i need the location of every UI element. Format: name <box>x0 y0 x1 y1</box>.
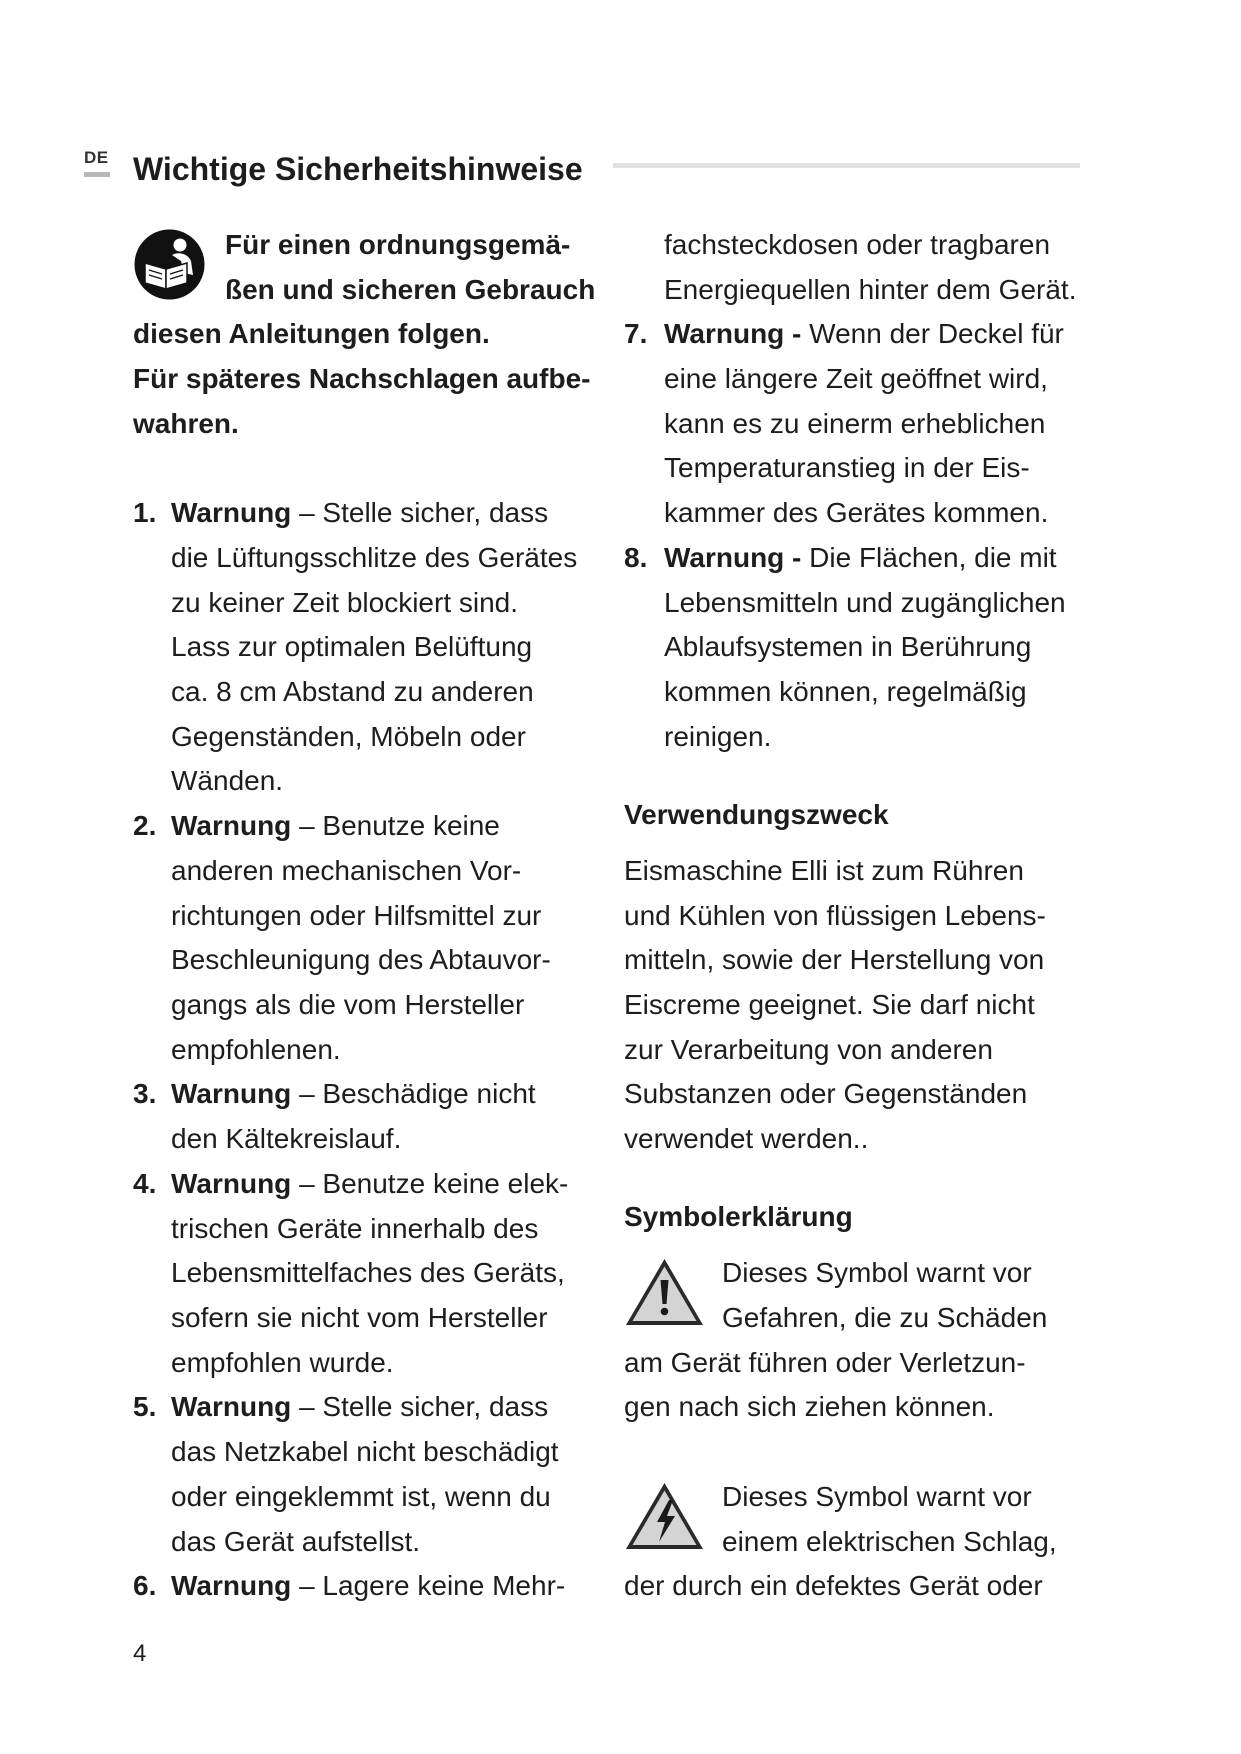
warning-number: 2. <box>133 810 157 842</box>
warning-line: sofern sie nicht vom Hersteller <box>171 1302 548 1334</box>
page-title: Wichtige Sicherheitshinweise <box>133 151 583 187</box>
warning-item-5 <box>133 1385 593 1564</box>
warning-label: Warnung - <box>664 318 802 350</box>
warning-line: Beschleunigung des Abtauvor- <box>171 944 551 976</box>
warning-line: kann es zu einerm erheblichen <box>664 407 1046 439</box>
warning-item-3 <box>133 1072 593 1161</box>
intended-use-line: Substanzen oder Gegenständen <box>624 1078 1028 1110</box>
warning-line: kommen können, regelmäßig <box>664 675 1027 707</box>
warning-line: Lebensmittelfaches des Geräts, <box>171 1257 565 1289</box>
warning-text: – Benutze keine elek- <box>299 1167 569 1199</box>
intro-line: diesen Anleitungen folgen. <box>133 318 490 350</box>
warning-line: richtungen oder Hilfsmittel zur <box>171 899 542 931</box>
warning-line: Lebensmitteln und zugänglichen <box>664 586 1066 618</box>
warning-line: das Netzkabel nicht beschädigt <box>171 1436 559 1468</box>
page-number: 4 <box>133 1640 147 1667</box>
warning-item-7 <box>624 312 1104 536</box>
symbol-description-line: einem elektrischen Schlag, <box>722 1525 1057 1557</box>
warning-line: Energiequellen hinter dem Gerät. <box>664 273 1077 305</box>
warning-line: den Kältekreislauf. <box>171 1123 402 1155</box>
warning-text: – Beschädige nicht <box>299 1078 536 1110</box>
warning-text: – Stelle sicher, dass <box>299 1391 549 1423</box>
warning-first-line <box>624 536 1104 581</box>
intro-line: ßen und sicheren Gebrauch <box>225 273 596 305</box>
warning-line: Temperaturanstieg in der Eis- <box>664 452 1030 484</box>
intended-use-line: zur Verarbeitung von anderen <box>624 1033 993 1065</box>
warning-line: empfohlen wurde. <box>171 1346 394 1378</box>
warning-first-line <box>624 312 1104 357</box>
warning-line: empfohlenen. <box>171 1033 341 1065</box>
symbol-description-line: Gefahren, die zu Schäden <box>722 1302 1048 1334</box>
symbol-description-line: gen nach sich ziehen können. <box>624 1391 995 1423</box>
warning-item-6 <box>133 1564 593 1609</box>
language-tag-bar <box>84 172 110 177</box>
warning-line: ca. 8 cm Abstand zu anderen <box>171 675 534 707</box>
title-rule <box>613 163 1080 168</box>
warning-line: Lass zur optimalen Belüftung <box>171 631 533 663</box>
warning-item-6-continued <box>624 223 1104 312</box>
intended-use-heading: Verwendungszweck <box>624 798 889 830</box>
warning-number: 8. <box>624 541 648 573</box>
symbol-description-line: Dieses Symbol warnt vor <box>722 1257 1032 1289</box>
warning-first-line <box>133 1162 593 1207</box>
warning-text: – Stelle sicher, dass <box>299 497 549 529</box>
warning-first-line <box>133 1564 593 1609</box>
symbol-description-line: am Gerät führen oder Verletzun- <box>624 1346 1026 1378</box>
warning-line: fachsteckdosen oder tragbaren <box>664 228 1051 260</box>
intended-use-line: verwendet werden.. <box>624 1123 869 1155</box>
warning-label: Warnung <box>171 497 292 529</box>
intended-use-line: und Kühlen von flüssigen Lebens- <box>624 899 1046 931</box>
warning-text: – Lagere keine Mehr- <box>299 1570 566 1602</box>
read-manual-icon <box>133 228 206 301</box>
warning-text: – Benutze keine <box>299 810 500 842</box>
symbols-heading: Symbolerklärung <box>624 1201 853 1233</box>
warning-line: oder eingeklemmt ist, wenn du <box>171 1480 551 1512</box>
warning-item-4 <box>133 1162 593 1386</box>
warning-first-line <box>133 491 593 536</box>
warning-number: 7. <box>624 318 648 350</box>
warning-label: Warnung <box>171 810 292 842</box>
electric-shock-warning-icon <box>624 1481 705 1551</box>
warning-item-1 <box>133 491 593 804</box>
warning-line: trischen Geräte innerhalb des <box>171 1212 539 1244</box>
warning-number: 1. <box>133 497 157 529</box>
symbol-item-warning <box>624 1251 1104 1430</box>
warning-first-line <box>133 1072 593 1117</box>
intro-notice <box>133 223 596 447</box>
warning-line: Gegenständen, Möbeln oder <box>171 720 526 752</box>
symbol-description-line: Dieses Symbol warnt vor <box>722 1480 1032 1512</box>
warning-line: gangs als die vom Hersteller <box>171 989 525 1021</box>
warning-text: Die Flächen, die mit <box>809 541 1057 573</box>
intended-use-section <box>624 793 1104 1162</box>
intended-use-line: Eismaschine Elli ist zum Rühren <box>624 854 1024 886</box>
warning-triangle-icon <box>624 1257 705 1327</box>
warning-line: eine längere Zeit geöffnet wird, <box>664 362 1048 394</box>
warning-number: 4. <box>133 1167 157 1199</box>
warning-line: Wänden. <box>171 765 284 797</box>
warning-number: 5. <box>133 1391 157 1423</box>
warning-first-line <box>133 1385 593 1430</box>
intro-line: Für einen ordnungsgemä- <box>225 228 571 260</box>
warning-line: Ablaufsystemen in Berührung <box>664 631 1032 663</box>
warning-item-8 <box>624 536 1104 760</box>
warning-line: anderen mechanischen Vor- <box>171 854 522 886</box>
warning-item-2 <box>133 804 593 1072</box>
warning-number: 6. <box>133 1570 157 1602</box>
warning-label: Warnung <box>171 1078 292 1110</box>
warning-label: Warnung <box>171 1570 292 1602</box>
intended-use-line: mitteln, sowie der Herstellung von <box>624 944 1045 976</box>
left-column <box>133 223 596 1609</box>
language-tag: DE <box>84 148 109 167</box>
warning-label: Warnung - <box>664 541 802 573</box>
symbol-item-electric-shock <box>624 1475 1104 1609</box>
warning-text: Wenn der Deckel für <box>809 318 1064 350</box>
intended-use-line: Eiscreme geeignet. Sie darf nicht <box>624 989 1035 1021</box>
intro-line: wahren. <box>133 407 239 439</box>
warning-number: 3. <box>133 1078 157 1110</box>
warning-line: zu keiner Zeit blockiert sind. <box>171 586 519 618</box>
warning-label: Warnung <box>171 1167 292 1199</box>
warning-line: kammer des Gerätes kommen. <box>664 497 1049 529</box>
warning-line: die Lüftungsschlitze des Gerätes <box>171 541 578 573</box>
warning-line: reinigen. <box>664 720 772 752</box>
warning-line: das Gerät aufstellst. <box>171 1525 421 1557</box>
warning-first-line <box>133 804 593 849</box>
symbol-description-line: der durch ein defektes Gerät oder <box>624 1570 1043 1602</box>
right-column <box>624 223 1104 1609</box>
warning-label: Warnung <box>171 1391 292 1423</box>
intro-line: Für späteres Nachschlagen aufbe- <box>133 362 591 394</box>
symbols-section <box>624 1195 1104 1609</box>
